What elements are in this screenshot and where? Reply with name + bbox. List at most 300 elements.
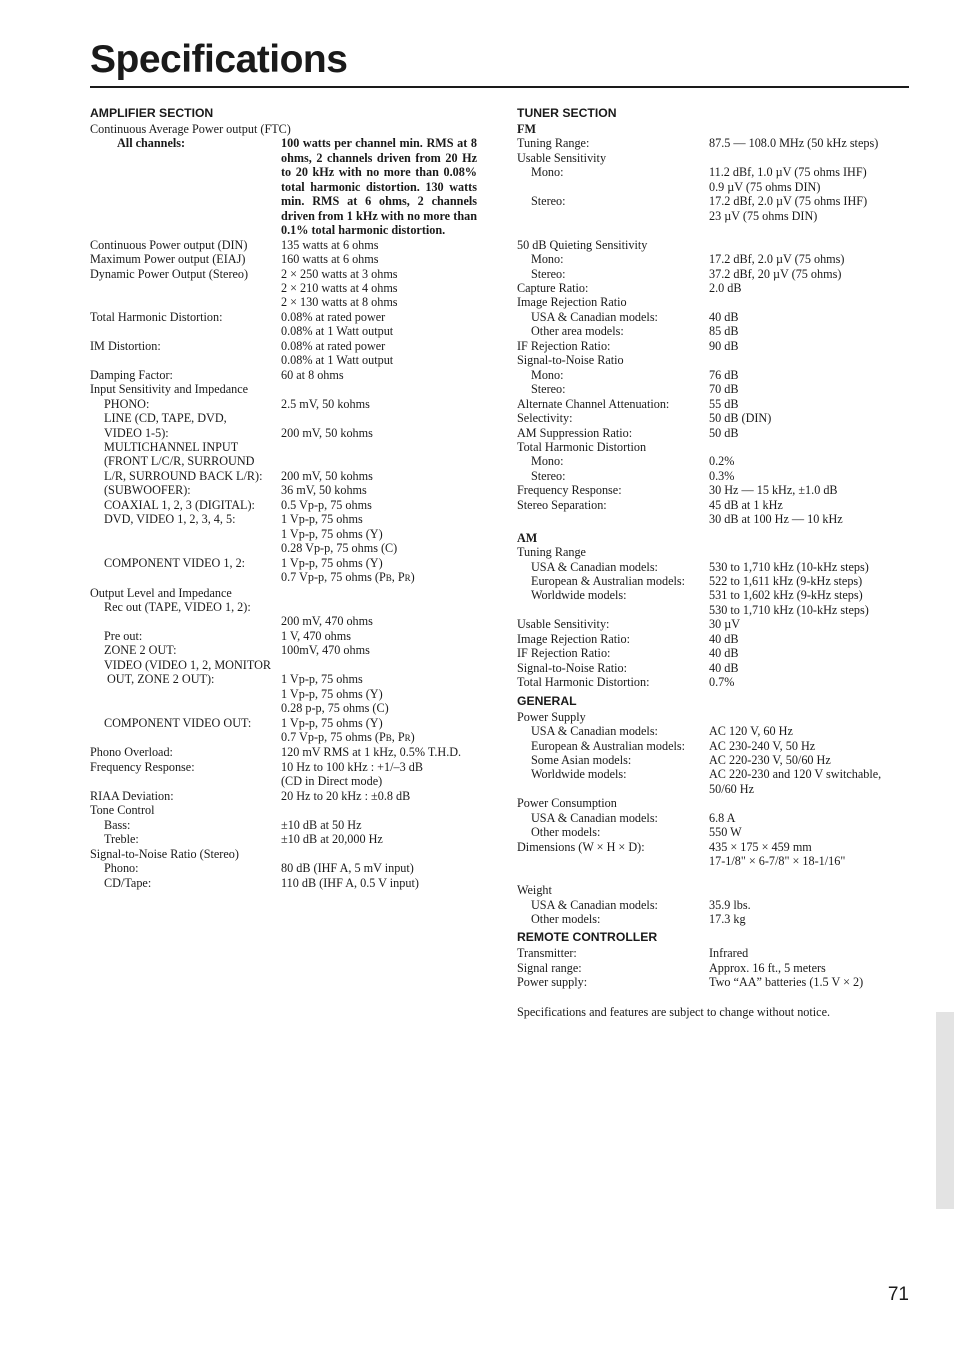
spec-row — [517, 946, 909, 960]
spec-label: (FRONT L/C/R, SURROUND — [104, 454, 255, 469]
spec-label: Dimensions (W × H × D): — [517, 839, 645, 854]
spec-value — [281, 586, 480, 600]
spec-label: PHONO: — [104, 396, 150, 411]
spec-value: 1 V, 470 ohms — [281, 628, 351, 643]
spec-value: 435 × 175 × 459 mm — [709, 839, 812, 854]
spec-row — [517, 560, 909, 574]
spec-row — [517, 767, 909, 781]
spec-value: ±10 dB at 20,000 Hz — [281, 832, 383, 847]
spec-value: 200 mV, 50 kohms — [281, 468, 373, 483]
spec-row — [517, 281, 909, 295]
spec-row — [90, 353, 480, 367]
spec-label — [90, 353, 281, 367]
spec-row — [517, 382, 909, 396]
spec-value: 40 dB — [709, 631, 739, 646]
spec-value — [709, 238, 909, 252]
spec-row — [517, 840, 909, 854]
spec-row — [517, 310, 909, 324]
spec-row — [90, 861, 480, 875]
spec-value: 2.5 mV, 50 kohms — [281, 396, 370, 411]
spec-value: 200 mV, 470 ohms — [281, 614, 373, 629]
spec-value — [281, 382, 480, 396]
spec-row — [90, 310, 480, 324]
spec-row — [517, 675, 909, 689]
spec-label: Stereo Separation: — [517, 497, 607, 512]
spec-label: VIDEO (VIDEO 1, 2, MONITOR — [104, 657, 271, 672]
spec-label — [90, 295, 281, 309]
spec-value: 55 dB — [709, 396, 739, 411]
spec-label — [90, 614, 281, 628]
spec-value — [709, 883, 909, 897]
general-section-heading: GENERAL — [517, 693, 577, 708]
spec-row — [517, 617, 909, 631]
spec-label: Frequency Response: — [517, 483, 622, 498]
spec-value: 10 Hz to 100 kHz : +1/–3 dB — [281, 759, 423, 774]
spec-value — [281, 440, 480, 454]
spec-label: Mono: — [531, 252, 564, 267]
spec-label: Power Consumption — [517, 796, 617, 811]
spec-label: Treble: — [104, 832, 139, 847]
spec-value: 1 Vp-p, 75 ohms (Y) — [281, 526, 383, 541]
spec-value: 1 Vp-p, 75 ohms (Y) — [281, 555, 383, 570]
spec-label: Phono Overload: — [90, 745, 173, 760]
spec-label: All channels: — [117, 136, 186, 151]
remote-spec-list — [517, 946, 909, 989]
spec-row — [90, 643, 480, 657]
spec-label — [517, 782, 709, 796]
spec-value — [281, 411, 480, 425]
spec-row — [90, 281, 480, 295]
spec-label: Mono: — [531, 454, 564, 469]
spec-row — [90, 426, 480, 440]
spec-label: Stereo: — [531, 468, 566, 483]
spec-label — [517, 180, 709, 194]
spec-value — [281, 803, 480, 817]
spec-label: RIAA Deviation: — [90, 788, 174, 803]
spec-row — [90, 672, 480, 686]
spec-label: COMPONENT VIDEO OUT: — [104, 715, 252, 730]
spec-value: 20 Hz to 20 kHz : ±0.8 dB — [281, 788, 411, 803]
spec-row — [90, 745, 480, 759]
spec-row — [517, 180, 909, 194]
spec-label: Other models: — [531, 911, 601, 926]
spec-row — [90, 716, 480, 730]
spec-label — [90, 541, 281, 555]
spec-row — [90, 789, 480, 803]
side-tab — [936, 1012, 954, 1209]
spec-label: Tone Control — [90, 803, 155, 818]
spec-label: Usable Sensitivity: — [517, 617, 610, 632]
spec-label: Output Level and Impedance — [90, 585, 232, 600]
spec-label: COMPONENT VIDEO 1, 2: — [104, 555, 246, 570]
spec-value: 522 to 1,611 kHz (9-kHz steps) — [709, 574, 863, 589]
spec-label: Total Harmonic Distortion — [517, 439, 647, 454]
spec-value: 30 dB at 100 Hz — 10 kHz — [709, 512, 843, 527]
spec-row — [517, 223, 909, 237]
spec-label: IF Rejection Ratio: — [517, 338, 611, 353]
spec-value: 0.7% — [709, 675, 735, 690]
spec-value: 1 Vp-p, 75 ohms — [281, 512, 363, 527]
spec-row — [90, 629, 480, 643]
spec-value: 2.0 dB — [709, 280, 742, 295]
spec-row — [517, 603, 909, 617]
spec-label: Damping Factor: — [90, 367, 173, 382]
spec-row — [90, 832, 480, 846]
spec-value: AC 220-230 and 120 V switchable, — [709, 767, 882, 782]
spec-label — [90, 730, 281, 745]
spec-value: 23 µV (75 ohms DIN) — [709, 208, 818, 223]
spec-label: USA & Canadian models: — [531, 897, 658, 912]
spec-row — [517, 209, 909, 223]
spec-value: 550 W — [709, 825, 742, 840]
spec-row — [90, 368, 480, 382]
spec-row — [90, 556, 480, 570]
spec-value: 200 mV, 50 kohms — [281, 425, 373, 440]
spec-label: Transmitter: — [517, 946, 577, 961]
spec-value: 0.08% at rated power — [281, 338, 386, 353]
spec-row — [517, 545, 909, 559]
spec-row — [517, 512, 909, 526]
spec-row — [90, 600, 480, 614]
spec-value: 0.7 Vp-p, 75 ohms (PB, PR) — [281, 730, 415, 745]
spec-row — [90, 397, 480, 411]
spec-row — [517, 646, 909, 660]
spec-value: 90 dB — [709, 338, 739, 353]
spec-row — [90, 122, 480, 136]
spec-value: 30 µV — [709, 617, 741, 632]
spec-label — [90, 701, 281, 715]
spec-label: USA & Canadian models: — [531, 724, 658, 739]
spec-label: IM Distortion: — [90, 338, 161, 353]
spec-row — [90, 440, 480, 454]
spec-value: 40 dB — [709, 309, 739, 324]
spec-value: 40 dB — [709, 660, 739, 675]
spec-row — [90, 614, 480, 628]
spec-value: 80 dB (IHF A, 5 mV input) — [281, 861, 414, 876]
spec-label: Weight — [517, 883, 552, 898]
spec-row — [517, 739, 909, 753]
spec-value: 530 to 1,710 kHz (10-kHz steps) — [709, 559, 869, 574]
spec-label: DVD, VIDEO 1, 2, 3, 4, 5: — [104, 512, 236, 527]
spec-row — [517, 483, 909, 497]
spec-label: Pre out: — [104, 628, 143, 643]
spec-row — [90, 469, 480, 483]
spec-value: 40 dB — [709, 646, 739, 661]
spec-row — [517, 454, 909, 468]
spec-label: OUT, ZONE 2 OUT): — [107, 672, 215, 687]
spec-value: 17.2 dBf, 2.0 µV (75 ohms) — [709, 252, 845, 267]
spec-value: 120 mV RMS at 1 kHz, 0.5% T.H.D. — [281, 745, 462, 760]
spec-label — [90, 774, 281, 788]
spec-label: AM Suppression Ratio: — [517, 425, 633, 440]
spec-value: 160 watts at 6 ohms — [281, 252, 379, 267]
spec-row — [90, 760, 480, 774]
spec-label: Tuning Range: — [517, 136, 590, 151]
spec-label — [517, 854, 709, 868]
spec-label: Signal-to-Noise Ratio (Stereo) — [90, 846, 239, 861]
spec-label — [517, 603, 709, 617]
spec-row — [517, 136, 909, 150]
spec-label: Total Harmonic Distortion: — [517, 675, 650, 690]
spec-value: AC 220-230 V, 50/60 Hz — [709, 753, 831, 768]
spec-value: 6.8 A — [709, 810, 736, 825]
spec-label — [517, 512, 709, 526]
spec-row — [90, 687, 480, 701]
spec-row — [90, 527, 480, 541]
spec-row — [517, 252, 909, 266]
spec-value: 100mV, 470 ohms — [281, 643, 370, 658]
tuner-section-heading: TUNER SECTION — [517, 106, 617, 120]
spec-row — [90, 847, 480, 861]
spec-value: 60 at 8 ohms — [281, 367, 344, 382]
spec-value — [709, 869, 909, 883]
spec-value: Two “AA” batteries (1.5 V × 2) — [709, 975, 864, 990]
amplifier-spec-list — [90, 238, 480, 890]
spec-label: Capture Ratio: — [517, 280, 589, 295]
spec-label: Tuning Range — [517, 545, 586, 560]
spec-value — [709, 223, 909, 237]
spec-row — [517, 151, 909, 165]
spec-value: Approx. 16 ft., 5 meters — [709, 960, 826, 975]
page-number: 71 — [887, 1284, 909, 1305]
spec-row — [90, 339, 480, 353]
spec-label: Alternate Channel Attenuation: — [517, 396, 670, 411]
spec-label: Maximum Power output (EIAJ) — [90, 252, 246, 267]
spec-label: Selectivity: — [517, 411, 573, 426]
spec-value: 531 to 1,602 kHz (9-kHz steps) — [709, 588, 863, 603]
spec-value — [709, 151, 909, 165]
spec-label: 50 dB Quieting Sensitivity — [517, 237, 648, 252]
spec-row — [517, 825, 909, 839]
spec-value: 85 dB — [709, 324, 739, 339]
spec-row — [90, 411, 480, 425]
spec-value: 110 dB (IHF A, 0.5 V input) — [281, 875, 419, 890]
spec-row — [517, 782, 909, 796]
amplifier-section-heading: AMPLIFIER SECTION — [90, 106, 214, 120]
spec-value — [709, 440, 909, 454]
left-column — [90, 106, 480, 890]
spec-label: Power supply: — [517, 975, 588, 990]
spec-label: European & Australian models: — [531, 574, 686, 589]
spec-value: Infrared — [709, 946, 749, 961]
spec-label: IF Rejection Ratio: — [517, 646, 611, 661]
spec-label: USA & Canadian models: — [531, 810, 658, 825]
spec-row — [517, 753, 909, 767]
spec-row — [517, 588, 909, 602]
spec-label: Frequency Response: — [90, 759, 195, 774]
spec-row — [517, 898, 909, 912]
spec-label: L/R, SURROUND BACK L/R): — [104, 468, 263, 483]
spec-value: 17.2 dBf, 2.0 µV (75 ohms IHF) — [709, 194, 868, 209]
spec-value: ±10 dB at 50 Hz — [281, 817, 362, 832]
spec-value — [281, 454, 480, 468]
spec-label: Continuous Power output (DIN) — [90, 237, 248, 252]
spec-value: 76 dB — [709, 367, 739, 382]
spec-label — [90, 687, 281, 701]
spec-label: Mono: — [531, 165, 564, 180]
spec-row — [90, 483, 480, 497]
remote-section-heading: REMOTE CONTROLLER — [517, 930, 658, 945]
spec-row — [517, 324, 909, 338]
spec-value: 2 × 250 watts at 3 ohms — [281, 266, 398, 281]
spec-row — [517, 295, 909, 309]
spec-label: Phono: — [104, 861, 139, 876]
spec-label: COAXIAL 1, 2, 3 (DIGITAL): — [104, 497, 255, 512]
spec-value — [281, 600, 480, 614]
spec-value: 36 mV, 50 kohms — [281, 483, 367, 498]
spec-value: 0.9 µV (75 ohms DIN) — [709, 179, 821, 194]
spec-value — [281, 658, 480, 672]
spec-value: 0.5 Vp-p, 75 ohms — [281, 497, 372, 512]
spec-row — [517, 498, 909, 512]
fm-subheading: FM — [517, 122, 536, 136]
am-subheading: AM — [517, 530, 538, 545]
spec-value — [709, 295, 909, 309]
spec-value: 17.3 kg — [709, 911, 746, 926]
spec-label: Stereo: — [531, 266, 566, 281]
spec-label: MULTICHANNEL INPUT — [104, 439, 239, 454]
spec-row — [90, 658, 480, 672]
spec-value: 0.08% at rated power — [281, 309, 386, 324]
spec-value: 50 dB — [709, 425, 739, 440]
spec-row — [90, 570, 480, 585]
spec-value: 50/60 Hz — [709, 781, 755, 796]
spec-row — [517, 961, 909, 975]
spec-value: 70 dB — [709, 382, 739, 397]
spec-value: 0.3% — [709, 468, 735, 483]
spec-row — [90, 295, 480, 309]
spec-row — [90, 586, 480, 600]
spec-row — [517, 632, 909, 646]
title-rule — [90, 86, 909, 88]
spec-label: Usable Sensitivity — [517, 150, 607, 165]
general-spec-list — [517, 710, 909, 927]
spec-label: Stereo: — [531, 194, 566, 209]
spec-value: 2 × 130 watts at 8 ohms — [281, 295, 398, 310]
spec-label: Worldwide models: — [531, 588, 627, 603]
spec-row — [517, 368, 909, 382]
spec-value: 45 dB at 1 kHz — [709, 497, 783, 512]
spec-label: Other area models: — [531, 324, 624, 339]
spec-row — [90, 454, 480, 468]
spec-label: Signal-to-Noise Ratio: — [517, 660, 628, 675]
spec-row — [90, 252, 480, 266]
spec-row — [90, 541, 480, 555]
spec-row — [517, 975, 909, 989]
spec-row — [90, 238, 480, 252]
spec-value: 0.28 p-p, 75 ohms (C) — [281, 701, 389, 716]
spec-value: 17-1/8" × 6-7/8" × 18-1/16" — [709, 854, 846, 869]
spec-value: 530 to 1,710 kHz (10-kHz steps) — [709, 602, 869, 617]
spec-label: Input Sensitivity and Impedance — [90, 382, 249, 397]
spec-label: Signal range: — [517, 960, 582, 975]
spec-label — [517, 209, 709, 223]
spec-row — [90, 382, 480, 396]
spec-value: AC 120 V, 60 Hz — [709, 724, 793, 739]
spec-row — [517, 238, 909, 252]
spec-row — [517, 912, 909, 926]
spec-row — [517, 710, 909, 724]
spec-value: 2 × 210 watts at 4 ohms — [281, 280, 398, 295]
spec-row — [517, 397, 909, 411]
spec-value — [281, 847, 480, 861]
spec-value: 11.2 dBf, 1.0 µV (75 ohms IHF) — [709, 165, 867, 180]
spec-row — [517, 469, 909, 483]
fm-spec-list — [517, 136, 909, 526]
spec-row — [517, 411, 909, 425]
page-title: Specifications — [90, 38, 348, 81]
spec-value — [709, 545, 909, 559]
spec-label: VIDEO 1-5): — [104, 425, 169, 440]
spec-row — [90, 730, 480, 745]
spec-label — [90, 570, 281, 585]
spec-label: Image Rejection Ratio: — [517, 631, 631, 646]
spec-label: CD/Tape: — [104, 875, 152, 890]
spec-label — [90, 324, 281, 338]
spec-row — [517, 811, 909, 825]
spec-label: LINE (CD, TAPE, DVD, — [104, 411, 227, 426]
spec-row — [517, 440, 909, 454]
spec-value: 1 Vp-p, 75 ohms (Y) — [281, 715, 383, 730]
spec-label: European & Australian models: — [531, 738, 686, 753]
spec-label — [90, 281, 281, 295]
spec-label: Dynamic Power Output (Stereo) — [90, 266, 249, 281]
spec-row — [517, 574, 909, 588]
spec-row — [90, 774, 480, 788]
spec-value — [709, 353, 909, 367]
spec-value: 0.28 Vp-p, 75 ohms (C) — [281, 541, 398, 556]
right-column — [517, 106, 909, 1019]
spec-row — [517, 339, 909, 353]
spec-label: Signal-to-Noise Ratio — [517, 353, 624, 368]
spec-label — [90, 527, 281, 541]
spec-row-all-channels — [90, 136, 480, 237]
spec-label: USA & Canadian models: — [531, 559, 658, 574]
spec-value: 0.08% at 1 Watt output — [281, 353, 394, 368]
spec-label — [517, 869, 709, 883]
spec-label: Bass: — [104, 817, 131, 832]
spec-value: 135 watts at 6 ohms — [281, 237, 379, 252]
spec-label: Worldwide models: — [531, 767, 627, 782]
spec-label: Power Supply — [517, 709, 586, 724]
spec-value — [709, 796, 909, 810]
spec-value: 50 dB (DIN) — [709, 411, 772, 426]
spec-value: 35.9 lbs. — [709, 897, 751, 912]
spec-row — [517, 165, 909, 179]
spec-label — [517, 223, 709, 237]
spec-row — [517, 426, 909, 440]
spec-label: (SUBWOOFER): — [104, 483, 191, 498]
spec-row — [90, 324, 480, 338]
spec-row — [90, 498, 480, 512]
spec-label: Other models: — [531, 825, 601, 840]
spec-row — [90, 818, 480, 832]
spec-row — [517, 869, 909, 883]
spec-label: Mono: — [531, 367, 564, 382]
spec-label: Continuous Average Power output (FTC) — [90, 122, 291, 136]
spec-value: (CD in Direct mode) — [281, 774, 383, 789]
spec-value: 0.7 Vp-p, 75 ohms (PB, PR) — [281, 570, 415, 585]
spec-value: 37.2 dBf, 20 µV (75 ohms) — [709, 266, 842, 281]
spec-row — [517, 883, 909, 897]
spec-row — [517, 661, 909, 675]
am-spec-list — [517, 545, 909, 690]
spec-row — [517, 854, 909, 868]
spec-value: 30 Hz — 15 kHz, ±1.0 dB — [709, 483, 838, 498]
spec-label: Rec out (TAPE, VIDEO 1, 2): — [104, 599, 251, 614]
spec-label: USA & Canadian models: — [531, 309, 658, 324]
spec-row — [517, 724, 909, 738]
